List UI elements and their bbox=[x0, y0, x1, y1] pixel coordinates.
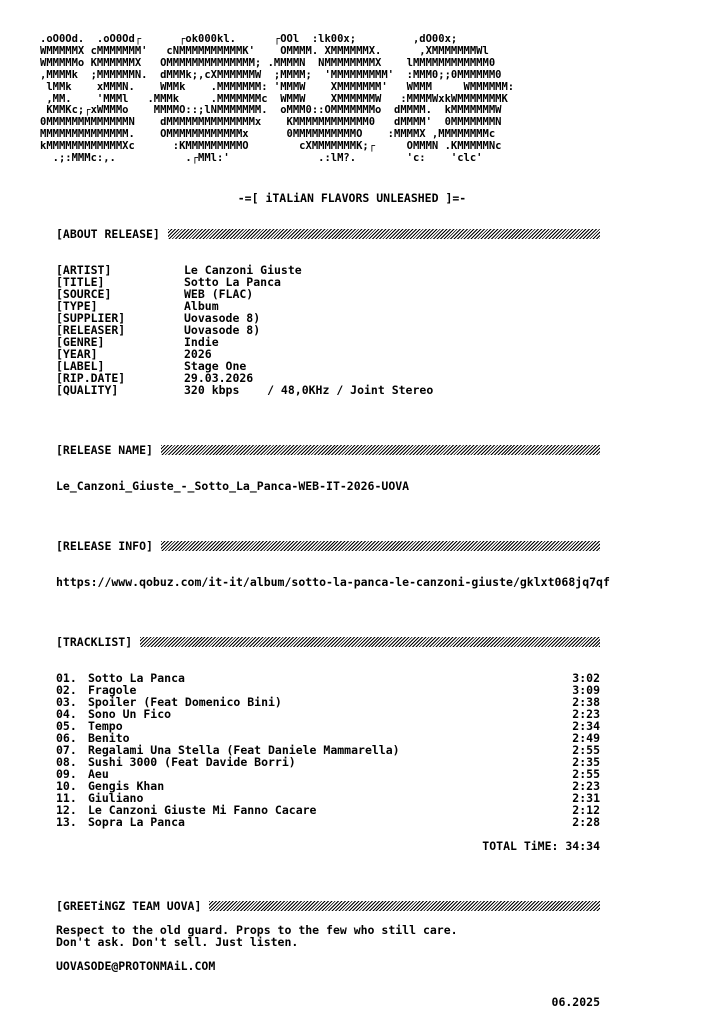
ascii-art-line: KMMKc;┌xWMMMo MMMMO::;lNMMMMMMM. oMMM0::OMMMMMMMo dMMMM. kMMMMMMMW bbox=[40, 104, 502, 117]
track-number: 01. bbox=[56, 671, 77, 685]
ascii-art-logo bbox=[40, 34, 514, 165]
detail-key: [TYPE] bbox=[56, 299, 98, 313]
contact-email: UOVASODE@PROTONMAiL.COM bbox=[56, 959, 216, 973]
track-title: Gengis Khan bbox=[88, 779, 165, 793]
section-divider-bar bbox=[161, 445, 600, 455]
ascii-art-line: WMMMMMX cMMMMMMM' cNMMMMMMMMMMK' OMMMM. XMMMMMMX. ,XMMMMMMMWl bbox=[40, 44, 489, 57]
track-duration: 2:31 bbox=[572, 791, 600, 805]
track-number: 12. bbox=[56, 803, 77, 817]
section-divider-bar bbox=[168, 229, 600, 239]
ascii-art-line: .oO0Od. .oO0Od┌ ┌ok000kl. ┌OOl :lk00x; ,dO00x; bbox=[40, 33, 458, 45]
track-number: 10. bbox=[56, 779, 77, 793]
track-list bbox=[56, 672, 600, 828]
ascii-art-line: ,MMMMk ;MMMMMMN. dMMMk;,cXMMMMMMW ;MMMM; 'MMMMMMMMM' :MMM0;;0MMMMMM0 bbox=[40, 68, 502, 81]
greeting-line: Don't ask. Don't sell. Just listen. bbox=[56, 935, 299, 949]
section-label: [RELEASE INFO] bbox=[56, 539, 153, 553]
tagline: -=[ iTALiAN FLAVORS UNLEASHED ]=- bbox=[237, 191, 467, 205]
greetings-text bbox=[56, 924, 458, 972]
track-row bbox=[56, 720, 600, 732]
ascii-art-line: kMMMMMMMMMMMMXc :KMMMMMMMMMO cXMMMMMMMK;┌ OMMMN .KMMMMMNc bbox=[40, 140, 502, 153]
track-title: Spoiler (Feat Domenico Bini) bbox=[88, 695, 282, 709]
release-info-header bbox=[56, 540, 600, 552]
track-row bbox=[56, 672, 600, 684]
track-title: Giuliano bbox=[88, 791, 144, 805]
detail-key: [LABEL] bbox=[56, 359, 105, 373]
track-row bbox=[56, 708, 600, 720]
section-label: [GREETiNGZ TEAM UOVA] bbox=[56, 899, 202, 913]
track-title: Sotto La Panca bbox=[88, 671, 185, 685]
section-label: [RELEASE NAME] bbox=[56, 443, 153, 457]
section-divider-bar bbox=[161, 541, 600, 551]
track-title: Aeu bbox=[88, 767, 109, 781]
track-title: Sopra La Panca bbox=[88, 815, 185, 829]
track-duration: 3:02 bbox=[572, 671, 600, 685]
track-title: Sono Un Fico bbox=[88, 707, 172, 721]
detail-key: [SOURCE] bbox=[56, 287, 112, 301]
track-title: Regalami Una Stella (Feat Daniele Mammarella) bbox=[88, 743, 400, 757]
detail-key: [ARTIST] bbox=[56, 263, 112, 277]
track-duration: 2:38 bbox=[572, 695, 600, 709]
section-divider-bar bbox=[140, 637, 600, 647]
detail-key: [SUPPLIER] bbox=[56, 311, 126, 325]
track-number: 05. bbox=[56, 719, 77, 733]
track-duration: 2:12 bbox=[572, 803, 600, 817]
greeting-line: Respect to the old guard. Props to the few who still care. bbox=[56, 923, 458, 937]
track-number: 08. bbox=[56, 755, 77, 769]
detail-row bbox=[56, 384, 433, 396]
detail-value: WEB (FLAC) bbox=[184, 287, 254, 301]
detail-key: [GENRE] bbox=[56, 335, 105, 349]
detail-key: [RIP.DATE] bbox=[56, 371, 126, 385]
track-number: 09. bbox=[56, 767, 77, 781]
ascii-art-line: MMMMMMMMMMMMMM. OMMMMMMMMMMMMx 0MMMMMMMMMMO :MMMMX ,MMMMMMMMc bbox=[40, 128, 496, 141]
ascii-art-line: .;:MMMc:,. .┌MMl:' .:lM?. 'c: 'clc' bbox=[40, 152, 483, 165]
release-info-url: https://www.qobuz.com/it-it/album/sotto-la-panca-le-canzoni-giuste/gklxt068jq7qf bbox=[56, 575, 610, 589]
track-title: Fragole bbox=[88, 683, 137, 697]
track-duration: 2:23 bbox=[572, 779, 600, 793]
detail-value: Sotto La Panca bbox=[184, 275, 281, 289]
track-duration: 2:55 bbox=[572, 767, 600, 781]
ascii-art-line: lMMk xMMMN. WMMk .MMMMMMM: 'MMMW XMMMMMMM' WMMM WMMMMMM: bbox=[40, 80, 515, 93]
tracklist-header bbox=[56, 636, 600, 648]
track-row bbox=[56, 816, 600, 828]
detail-key: [RELEASER] bbox=[56, 323, 126, 337]
release-name-value: Le_Canzoni_Giuste_-_Sotto_La_Panca-WEB-IT-2026-UOVA bbox=[56, 479, 410, 493]
ascii-art-line: ,MM. 'MMMl .MMMk .MMMMMMMc WMMW XMMMMMMW :MMMMWxkWMMMMMMMK bbox=[40, 92, 508, 105]
track-title: Tempo bbox=[88, 719, 123, 733]
track-duration: 2:28 bbox=[572, 815, 600, 829]
detail-key: [TITLE] bbox=[56, 275, 105, 289]
track-duration: 2:35 bbox=[572, 755, 600, 769]
section-label: [TRACKLIST] bbox=[56, 635, 133, 649]
detail-value: Le Canzoni Giuste bbox=[184, 263, 302, 277]
detail-row bbox=[56, 336, 433, 348]
detail-row bbox=[56, 324, 433, 336]
detail-value: 2026 bbox=[184, 347, 212, 361]
detail-value: Uovasode 8) bbox=[184, 323, 261, 337]
track-duration: 2:34 bbox=[572, 719, 600, 733]
track-number: 04. bbox=[56, 707, 77, 721]
detail-key: [QUALITY] bbox=[56, 383, 119, 397]
track-duration: 2:55 bbox=[572, 743, 600, 757]
detail-key: [YEAR] bbox=[56, 347, 98, 361]
track-number: 11. bbox=[56, 791, 77, 805]
about-release-header bbox=[56, 228, 600, 240]
track-duration: 2:23 bbox=[572, 707, 600, 721]
track-title: Sushi 3000 (Feat Davide Borri) bbox=[88, 755, 296, 769]
detail-value: Uovasode 8) bbox=[184, 311, 261, 325]
track-number: 03. bbox=[56, 695, 77, 709]
footer-date: 06.2025 bbox=[551, 995, 600, 1009]
greetings-header bbox=[56, 900, 600, 912]
track-title: Le Canzoni Giuste Mi Fanno Cacare bbox=[88, 803, 317, 817]
detail-value: 320 kbps / 48,0KHz / Joint Stereo bbox=[184, 383, 434, 397]
ascii-art-line: WMMMMMo KMMMMMMX OMMMMMMMMMMMMMM; .MMMMN NMMMMMMMMX lMMMMMMMMMMMM0 bbox=[40, 56, 496, 69]
release-name-header bbox=[56, 444, 600, 456]
track-title: Benito bbox=[88, 731, 130, 745]
detail-value: Indie bbox=[184, 335, 219, 349]
track-number: 06. bbox=[56, 731, 77, 745]
section-divider-bar bbox=[209, 901, 600, 911]
section-label: [ABOUT RELEASE] bbox=[56, 227, 160, 241]
track-number: 07. bbox=[56, 743, 77, 757]
release-details bbox=[56, 264, 433, 396]
track-number: 13. bbox=[56, 815, 77, 829]
detail-row bbox=[56, 288, 433, 300]
detail-value: Stage One bbox=[184, 359, 247, 373]
detail-value: 29.03.2026 bbox=[184, 371, 254, 385]
track-duration: 3:09 bbox=[572, 683, 600, 697]
detail-value: Album bbox=[184, 299, 219, 313]
track-row bbox=[56, 756, 600, 768]
track-number: 02. bbox=[56, 683, 77, 697]
total-time: TOTAL TiME: 34:34 bbox=[482, 839, 600, 853]
ascii-art-line: 0MMMMMMMMMMMMMN dMMMMMMMMMMMMMMx KMMMMMMMMMMMM0 dMMMM' 0MMMMMMMN bbox=[40, 116, 502, 129]
track-duration: 2:49 bbox=[572, 731, 600, 745]
